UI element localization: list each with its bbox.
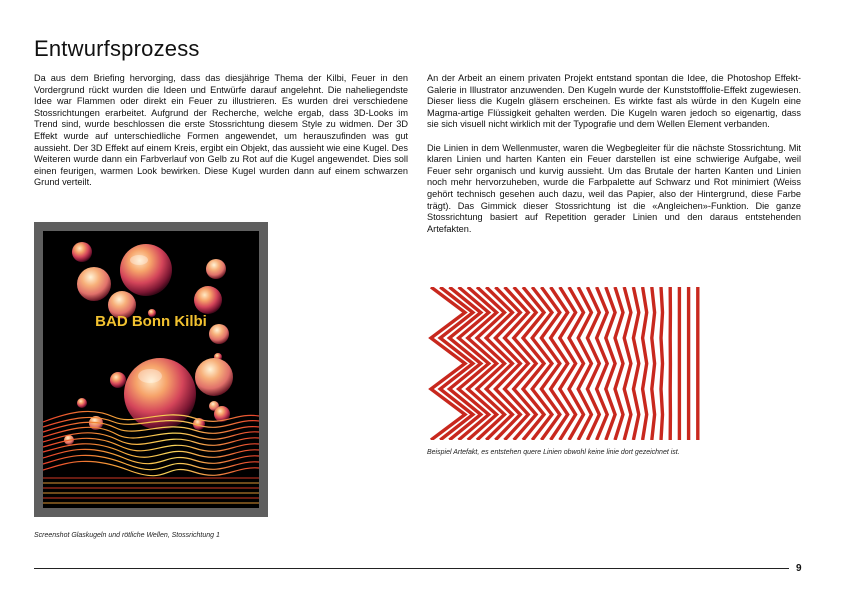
page-title: Entwurfsprozess [34, 36, 200, 61]
poster-title: BAD Bonn Kilbi [95, 313, 207, 330]
page-number: 9 [796, 563, 802, 574]
line-artefact-image [427, 287, 700, 440]
paragraph: Da aus dem Briefing hervorging, dass das diesjährige Thema der Kilbi, Feuer in den Vordergrund rückt wurden die Ideen und Entwürfe darauf angelehnt. Die naheliegendste Idee war Flammen oder direkt ein Feuer zu illustrieren. Es wurden drei verschiedene Stossrichtungen erarbeitet. Aufgrund der Recherche, welche ergab, dass 3D-Looks im Trend sind, wurde beschlossen die erste Stossrichtung diesem Style zu widmen. Der 3D Effekt wurde auf unterschiedliche Formen angewendet, um herauszufinden was gut aussieht. Der 3D Effekt auf einem Kreis, ergibt ein Objekt, das aussieht wie eine Kugel. Des Weiteren wurde dann ein Farbverlauf von Gelb zu Rot auf die Kugel angewendet. Dies soll einen feurigen, warmen Look bewirken. Diese Kugel wurden dann auf einem schwarzen Grund verteilt. [34, 73, 408, 188]
poster-screenshot-image [34, 222, 268, 517]
artefact-line [661, 287, 663, 440]
right-text-column [427, 73, 801, 247]
paragraph: Die Linien in dem Wellenmuster, waren die Wegbegleiter für die nächste Stossrichtung. Mit klaren Linien und harten Kanten ein Feuer darstellen ist eine schwierige Aufgabe, weil Feuer sehr organisch und kurvig aussieht. Um das Brutale der harten Kanten und Linien noch mehr hervorzuheben, wurde die Farbpalette auf Schwarz und Rot minimiert (Weiss gehört technisch gesehen auch dazu, weil das Papier, also der Hintergrund, diese Farbe trägt). Das Gimmick dieser Stossrichtung ist die «Angleichen»-Funktion. Die ganze Stossrichtung basiert auf Repetition gerader Linien und den daraus entstehenden Artefakten. [427, 142, 801, 234]
left-text-column [34, 73, 408, 201]
footer-divider [34, 568, 789, 569]
paragraph: An der Arbeit an einem privaten Projekt entstand spontan die Idee, die Photoshop Effekt-Galerie in Illustrator anzuwenden. Den Kugeln wurde der Kunststofffolie-Effekt zugewiesen. Dieser liess die Kugeln gläsern erscheinen. Es wirkte fast als würde in den Kugeln eine Magma-artige Flüssigkeit gehalten werden. Die Kugeln waren jedoch so eigenartig, dass sie sich visuell nicht wirklich mit der Typografie und dem Wellen Element verbanden. [427, 73, 801, 130]
figure-caption: Beispiel Artefakt, es entstehen quere Linien obwohl keine linie dort gezeichnet ist. [427, 449, 680, 456]
figure-caption: Screenshot Glaskugeln und rötliche Wellen, Stossrichtung 1 [34, 532, 220, 539]
